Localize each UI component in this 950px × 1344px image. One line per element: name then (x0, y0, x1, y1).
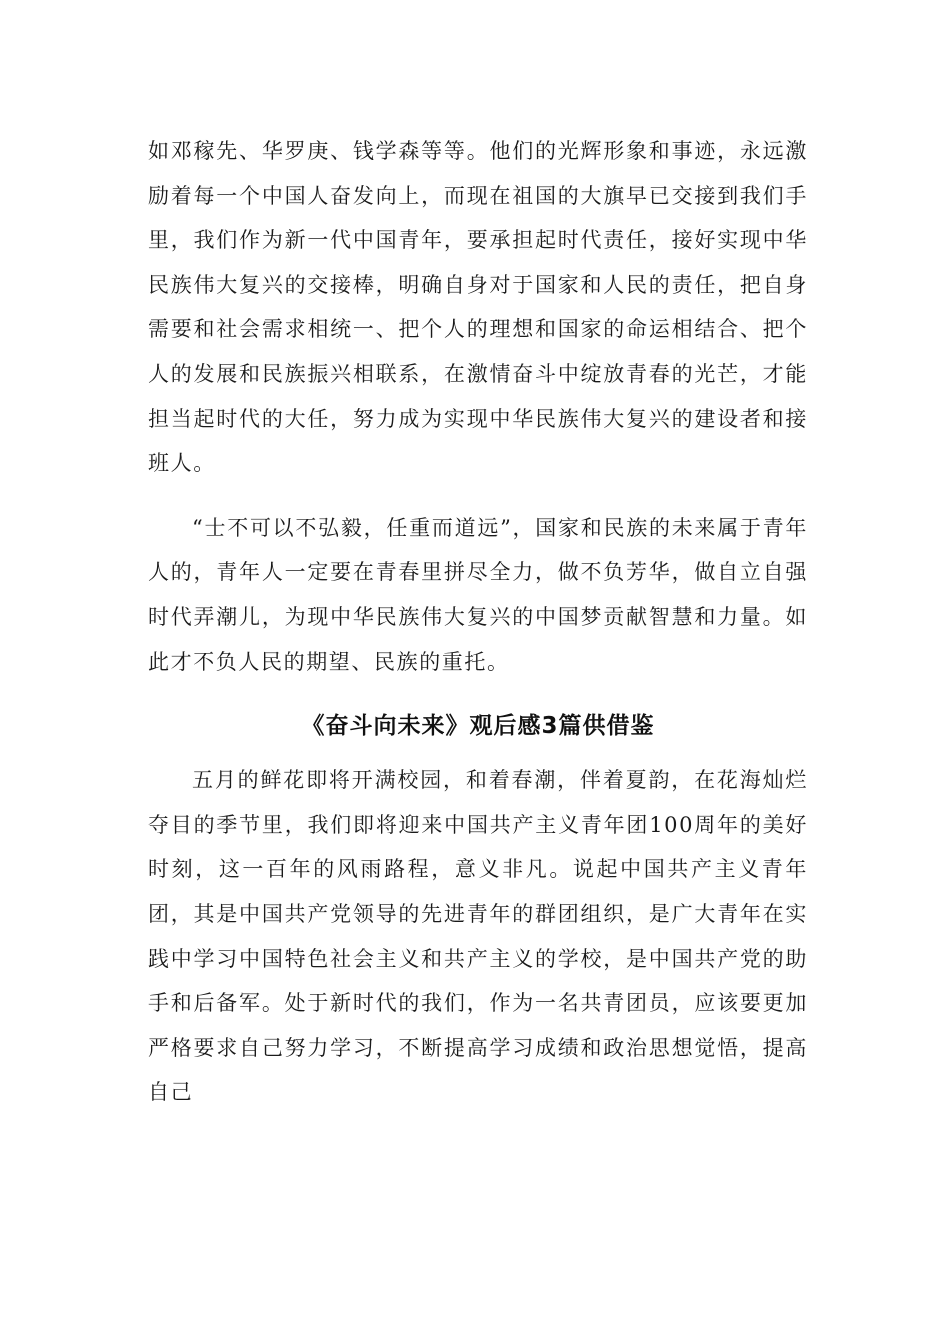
paragraph-spacer (148, 486, 808, 506)
paragraph-quote: “士不可以不弘毅，任重而道远”，国家和民族的未来属于青年人的，青年人一定要在青春里拼尽全力，做不负芳华，做自立自强时代弄潮儿，为现中华民族伟大复兴的中国梦贡献智慧和力量。如此才不负人民的期望、民族的重托。 (148, 515, 808, 674)
section-title: 《奋斗向未来》观后感3篇供借鉴 (301, 713, 655, 740)
document-body (148, 129, 808, 1115)
title-spacer-top (148, 684, 808, 704)
paragraph-body: 五月的鲜花即将开满校园，和着春潮，伴着夏韵，在花海灿烂夺目的季节里，我们即将迎来中国共产主义青年团100周年的美好时刻，这一百年的风雨路程，意义非凡。说起中国共产主义青年团，其是中国共产党领导的先进青年的群团组织，是广大青年在实践中学习中国特色社会主义和共产主义的学校，是中国共产党的助手和后备军。处于新时代的我们，作为一名共青团员，应该要更加严格要求自己努力学习，不断提高学习成绩和政治思想觉悟，提高自己 (148, 768, 808, 1105)
title-spacer-bottom (148, 748, 808, 758)
paragraph-continuation: 如邓稼先、华罗庚、钱学森等等。他们的光辉形象和事迹，永远激励着每一个中国人奋发向上，而现在祖国的大旗早已交接到我们手里，我们作为新一代中国青年，要承担起时代责任，接好实现中华民族伟大复兴的交接棒，明确自身对于国家和人民的责任，把自身需要和社会需求相统一、把个人的理想和国家的命运相结合、把个人的发展和民族振兴相联系，在激情奋斗中绽放青春的光芒，才能担当起时代的大任，努力成为实现中华民族伟大复兴的建设者和接班人。 (148, 139, 808, 476)
